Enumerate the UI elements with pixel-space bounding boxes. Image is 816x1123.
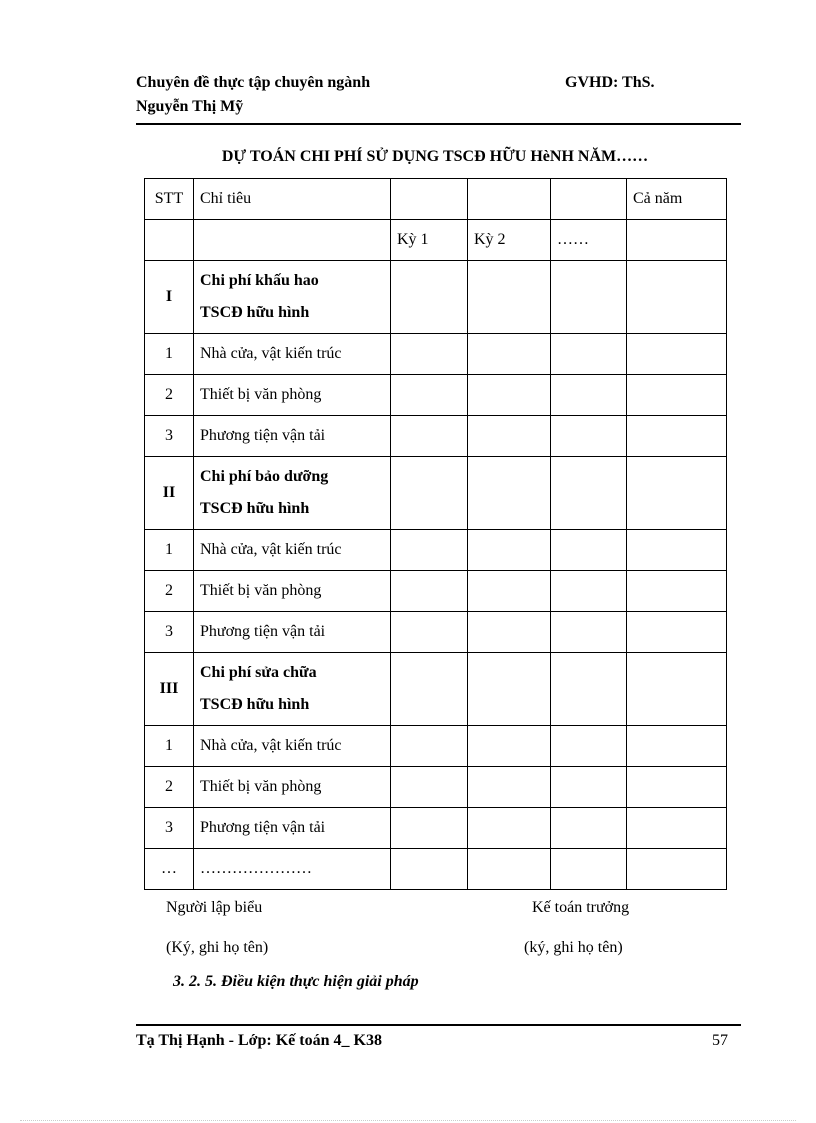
section-name (194, 457, 391, 530)
value-cell (391, 849, 468, 890)
value-cell (627, 530, 727, 571)
value-cell (468, 416, 551, 457)
value-cell (551, 261, 627, 334)
section-name-line2: TSCĐ hữu hình (200, 304, 310, 321)
row-number: 1 (145, 334, 194, 375)
value-cell (468, 457, 551, 530)
row-number: 3 (145, 612, 194, 653)
subheader-cell-more: …… (551, 220, 627, 261)
value-cell (391, 726, 468, 767)
header-cell-stt: STT (145, 179, 194, 220)
value-cell (391, 767, 468, 808)
table-row (145, 334, 727, 375)
value-cell (627, 767, 727, 808)
header-rule (136, 123, 741, 125)
header-title: Chuyên đề thực tập chuyên ngành (136, 74, 371, 91)
subheader-cell-ky2: Kỳ 2 (468, 220, 551, 261)
value-cell (627, 334, 727, 375)
header-cell-5 (551, 179, 627, 220)
row-number: 2 (145, 767, 194, 808)
header-cell-ca-nam: Cả năm (627, 179, 727, 220)
value-cell (551, 767, 627, 808)
row-label: Thiết bị văn phòng (194, 767, 391, 808)
table-row (145, 530, 727, 571)
row-label: Nhà cửa, vật kiến trúc (194, 530, 391, 571)
value-cell (551, 334, 627, 375)
section-name-line2: TSCĐ hữu hình (200, 500, 310, 517)
value-cell (391, 571, 468, 612)
subheader-cell-ky1: Kỳ 1 (391, 220, 468, 261)
value-cell (627, 808, 727, 849)
row-number: 1 (145, 726, 194, 767)
value-cell (627, 726, 727, 767)
row-number: 2 (145, 375, 194, 416)
value-cell (627, 653, 727, 726)
value-cell (468, 653, 551, 726)
row-label: Thiết bị văn phòng (194, 375, 391, 416)
table-row (145, 767, 727, 808)
value-cell (627, 261, 727, 334)
section-name-line1: Chi phí khấu hao (200, 272, 319, 289)
section-name-line1: Chi phí sửa chữa (200, 664, 317, 681)
header-cell-4 (468, 179, 551, 220)
row-number: 1 (145, 530, 194, 571)
table-row (145, 612, 727, 653)
table-section-row (145, 261, 727, 334)
value-cell (627, 416, 727, 457)
table-row (145, 571, 727, 612)
value-cell (468, 808, 551, 849)
section-name (194, 261, 391, 334)
value-cell (551, 808, 627, 849)
table-row (145, 375, 727, 416)
section-name (194, 653, 391, 726)
row-label: Nhà cửa, vật kiến trúc (194, 726, 391, 767)
row-label: Nhà cửa, vật kiến trúc (194, 334, 391, 375)
value-cell (391, 653, 468, 726)
value-cell (551, 849, 627, 890)
value-cell (627, 457, 727, 530)
budget-table (144, 178, 727, 890)
value-cell (468, 334, 551, 375)
value-cell (627, 571, 727, 612)
value-cell (551, 612, 627, 653)
value-cell (468, 726, 551, 767)
value-cell (468, 261, 551, 334)
table-row (145, 849, 727, 890)
section-number: II (145, 457, 194, 530)
value-cell (627, 849, 727, 890)
value-cell (551, 375, 627, 416)
table-header-row (145, 179, 727, 220)
subheader-cell-chi-tieu (194, 220, 391, 261)
value-cell (551, 571, 627, 612)
value-cell (551, 457, 627, 530)
subheader-cell-stt (145, 220, 194, 261)
subheader-cell-ca-nam (627, 220, 727, 261)
row-label: ………………… (194, 849, 391, 890)
row-number: … (145, 849, 194, 890)
signature-right-note: (ký, ghi họ tên) (524, 939, 623, 956)
value-cell (627, 612, 727, 653)
header-cell-chi-tieu: Chỉ tiêu (194, 179, 391, 220)
section-name-line1: Chi phí bảo dưỡng (200, 468, 329, 485)
value-cell (551, 726, 627, 767)
section-name-line2: TSCĐ hữu hình (200, 696, 310, 713)
footer-author: Tạ Thị Hạnh - Lớp: Kế toán 4_ K38 (136, 1032, 382, 1049)
value-cell (468, 375, 551, 416)
row-number: 2 (145, 571, 194, 612)
header-supervisor-name: Nguyễn Thị Mỹ (136, 98, 244, 115)
value-cell (627, 375, 727, 416)
footer-rule (136, 1024, 741, 1026)
value-cell (468, 767, 551, 808)
table-subheader-row (145, 220, 727, 261)
value-cell (391, 334, 468, 375)
signature-left-label: Người lập biểu (166, 899, 263, 916)
header-supervisor: GVHD: ThS. (565, 74, 655, 91)
value-cell (391, 457, 468, 530)
value-cell (391, 416, 468, 457)
subsection-heading: 3. 2. 5. Điều kiện thực hiện giải pháp (173, 973, 419, 990)
value-cell (551, 653, 627, 726)
row-number: 3 (145, 416, 194, 457)
signature-left-note: (Ký, ghi họ tên) (166, 939, 269, 956)
row-label: Phương tiện vận tải (194, 808, 391, 849)
table-row (145, 808, 727, 849)
row-number: 3 (145, 808, 194, 849)
table-row (145, 726, 727, 767)
value-cell (468, 612, 551, 653)
value-cell (391, 808, 468, 849)
row-label: Phương tiện vận tải (194, 416, 391, 457)
header-cell-3 (391, 179, 468, 220)
value-cell (391, 375, 468, 416)
value-cell (391, 261, 468, 334)
value-cell (551, 416, 627, 457)
page-title: DỰ TOÁN CHI PHÍ SỬ DỤNG TSCĐ HỮU HèNH NĂM…… (221, 148, 649, 165)
signature-right-label: Kế toán trưởng (532, 899, 630, 916)
value-cell (391, 612, 468, 653)
value-cell (391, 530, 468, 571)
table-row (145, 416, 727, 457)
value-cell (468, 849, 551, 890)
value-cell (468, 530, 551, 571)
value-cell (468, 571, 551, 612)
value-cell (551, 530, 627, 571)
section-number: III (145, 653, 194, 726)
row-label: Phương tiện vận tải (194, 612, 391, 653)
table-section-row (145, 653, 727, 726)
section-number: I (145, 261, 194, 334)
page-number: 57 (712, 1032, 728, 1049)
table-section-row (145, 457, 727, 530)
page-edge-dots (20, 1120, 796, 1121)
row-label: Thiết bị văn phòng (194, 571, 391, 612)
